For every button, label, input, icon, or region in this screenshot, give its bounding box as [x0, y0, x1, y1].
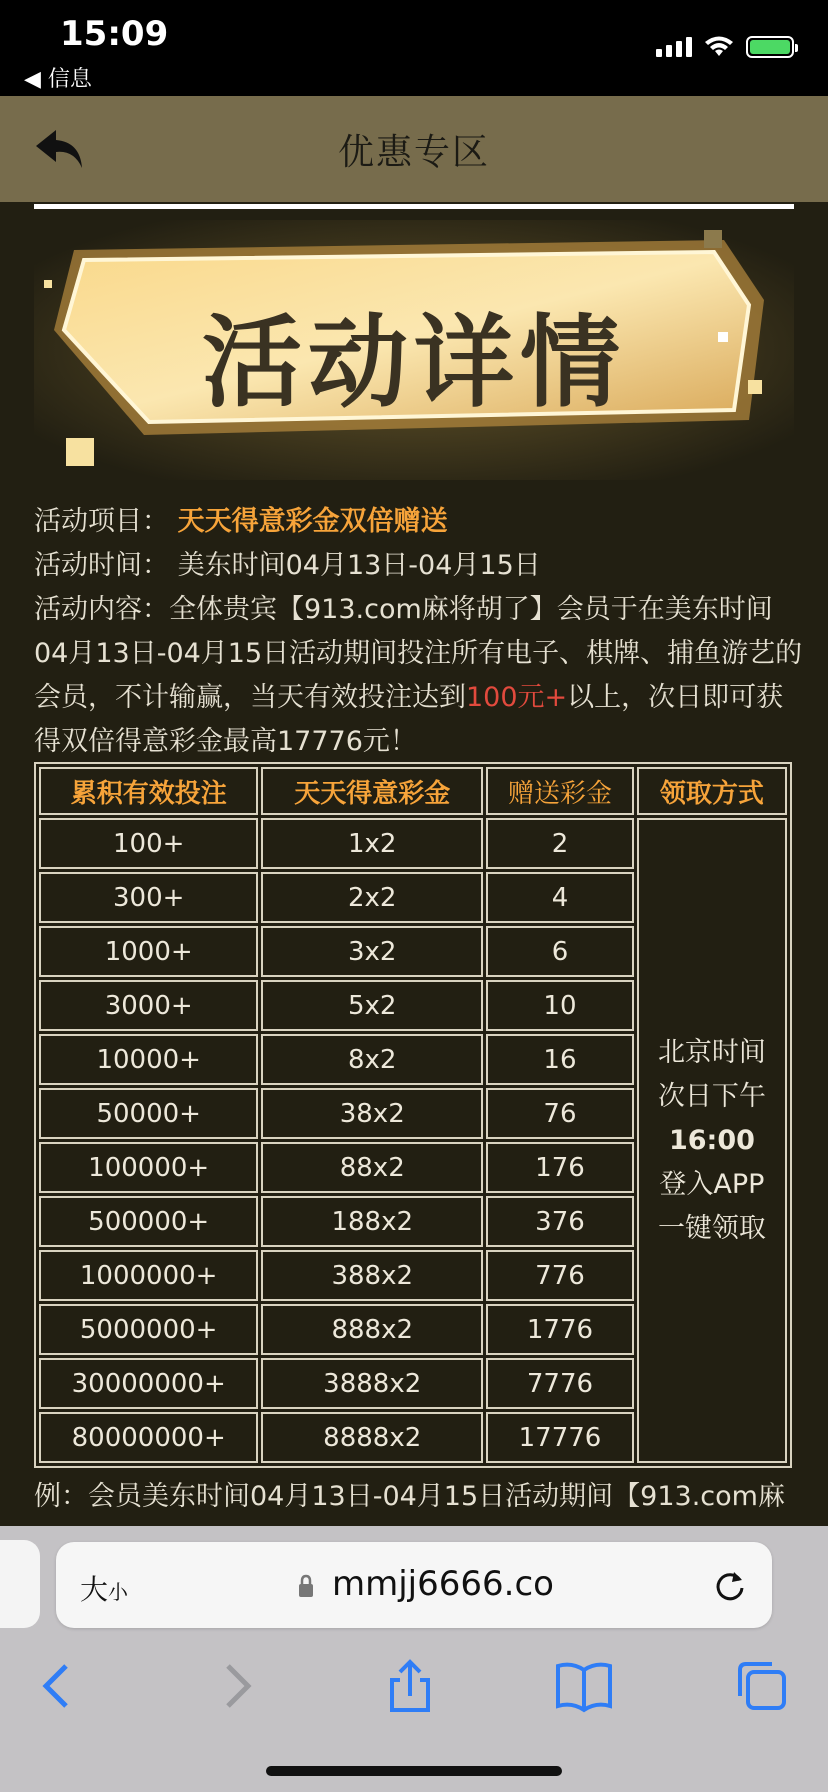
content-label: 活动内容： — [34, 594, 169, 625]
banner-title: 活动详情 — [202, 304, 626, 421]
bonus-cell: 188x2 — [261, 1196, 483, 1247]
bonus-cell: 1x2 — [261, 818, 483, 869]
claim-method-cell — [637, 818, 787, 1463]
share-icon[interactable] — [380, 1656, 440, 1716]
bet-cell: 100000+ — [39, 1142, 258, 1193]
bet-cell: 500000+ — [39, 1196, 258, 1247]
bonus-cell: 8x2 — [261, 1034, 483, 1085]
activity-project-line — [34, 500, 804, 544]
gift-cell: 7776 — [486, 1358, 634, 1409]
status-bar — [0, 0, 828, 96]
claim-time — [639, 1119, 785, 1163]
battery-icon — [746, 36, 794, 58]
bookmarks-icon[interactable] — [554, 1656, 614, 1716]
cellular-signal-icon — [656, 37, 692, 57]
promo-content — [0, 202, 828, 1526]
previous-tab-preview[interactable] — [0, 1540, 40, 1628]
lock-icon — [298, 1574, 314, 1598]
nav-bar — [0, 96, 828, 202]
bet-cell: 1000+ — [39, 926, 258, 977]
activity-content-text — [34, 588, 804, 764]
gift-cell: 376 — [486, 1196, 634, 1247]
status-time: 15:09 — [60, 14, 169, 54]
back-icon[interactable] — [28, 1656, 88, 1716]
gift-cell: 176 — [486, 1142, 634, 1193]
table-header-row — [39, 767, 787, 815]
bet-cell: 5000000+ — [39, 1304, 258, 1355]
gift-cell: 4 — [486, 872, 634, 923]
browser-nav-icons — [0, 1656, 828, 1726]
bet-cell: 80000000+ — [39, 1412, 258, 1463]
project-value: 天天得意彩金双倍赠送 — [177, 506, 448, 537]
claim-line: 一键领取 — [657, 1212, 766, 1244]
gift-cell: 776 — [486, 1250, 634, 1301]
header-claim-method: 领取方式 — [637, 767, 787, 815]
gift-cell: 17776 — [486, 1412, 634, 1463]
gift-cell: 6 — [486, 926, 634, 977]
bonus-cell: 3888x2 — [261, 1358, 483, 1409]
table-row — [39, 818, 787, 869]
bonus-cell: 5x2 — [261, 980, 483, 1031]
status-icons — [656, 36, 794, 58]
content-part1: 全体贵宾【913.com麻将胡了】会员于在美东时间04月13日-04月15日活动期间投注所有电子、棋牌、捕鱼游艺的会员，不计输赢，当天有效投注达到 — [34, 594, 803, 713]
bonus-cell: 3x2 — [261, 926, 483, 977]
tabs-icon[interactable] — [732, 1656, 792, 1716]
reload-icon[interactable] — [712, 1568, 748, 1604]
content-threshold: 100元+ — [466, 682, 568, 713]
bet-cell: 10000+ — [39, 1034, 258, 1085]
claim-line: 登入APP — [659, 1168, 765, 1200]
activity-intro — [34, 500, 804, 764]
text-size-label-small: 小 — [108, 1580, 129, 1604]
bet-cell: 300+ — [39, 872, 258, 923]
claim-line: 次日下午 — [657, 1080, 766, 1112]
gift-cell: 16 — [486, 1034, 634, 1085]
gift-cell: 1776 — [486, 1304, 634, 1355]
divider — [34, 204, 794, 209]
page-title: 优惠专区 — [337, 132, 490, 173]
header-daily-bonus: 天天得意彩金 — [261, 767, 483, 815]
time-label: 活动时间： — [34, 550, 169, 581]
bet-cell: 30000000+ — [39, 1358, 258, 1409]
url-text: mmjj6666.co — [332, 1564, 554, 1604]
bonus-cell: 8888x2 — [261, 1412, 483, 1463]
claim-line: 北京时间 — [657, 1036, 766, 1068]
address-bar[interactable] — [56, 1542, 772, 1628]
bonus-cell: 2x2 — [261, 872, 483, 923]
bonus-cell: 888x2 — [261, 1304, 483, 1355]
text-size-label: 大 — [80, 1573, 109, 1606]
bonus-table — [34, 762, 792, 1468]
time-value: 美东时间04月13日-04月15日 — [177, 550, 541, 581]
bonus-cell: 38x2 — [261, 1088, 483, 1139]
forward-icon[interactable] — [206, 1656, 266, 1716]
gift-cell: 10 — [486, 980, 634, 1031]
bet-cell: 1000000+ — [39, 1250, 258, 1301]
header-cumulative-bet: 累积有效投注 — [39, 767, 258, 815]
bet-cell: 100+ — [39, 818, 258, 869]
activity-time-line — [34, 544, 804, 588]
bonus-cell: 88x2 — [261, 1142, 483, 1193]
project-label: 活动项目： — [34, 506, 169, 537]
bet-cell: 3000+ — [39, 980, 258, 1031]
bonus-cell: 388x2 — [261, 1250, 483, 1301]
home-indicator — [266, 1766, 562, 1776]
content-part2: 以上，次日即可获得双倍得意彩金最高17776元！ — [34, 682, 784, 757]
header-gift-bonus: 赠送彩金 — [486, 767, 634, 815]
activity-banner — [34, 220, 794, 480]
wifi-icon — [704, 36, 734, 58]
gift-cell: 2 — [486, 818, 634, 869]
claim-time-value: 16:00 — [668, 1124, 755, 1156]
bet-cell: 50000+ — [39, 1088, 258, 1139]
gift-cell: 76 — [486, 1088, 634, 1139]
browser-toolbar — [0, 1526, 828, 1792]
back-to-app-link[interactable]: ◀ 信息 — [24, 67, 92, 92]
text-size-button[interactable] — [80, 1568, 128, 1608]
example-text: 例：会员美东时间04月13日-04月15日活动期间【913.com麻 — [34, 1481, 785, 1512]
